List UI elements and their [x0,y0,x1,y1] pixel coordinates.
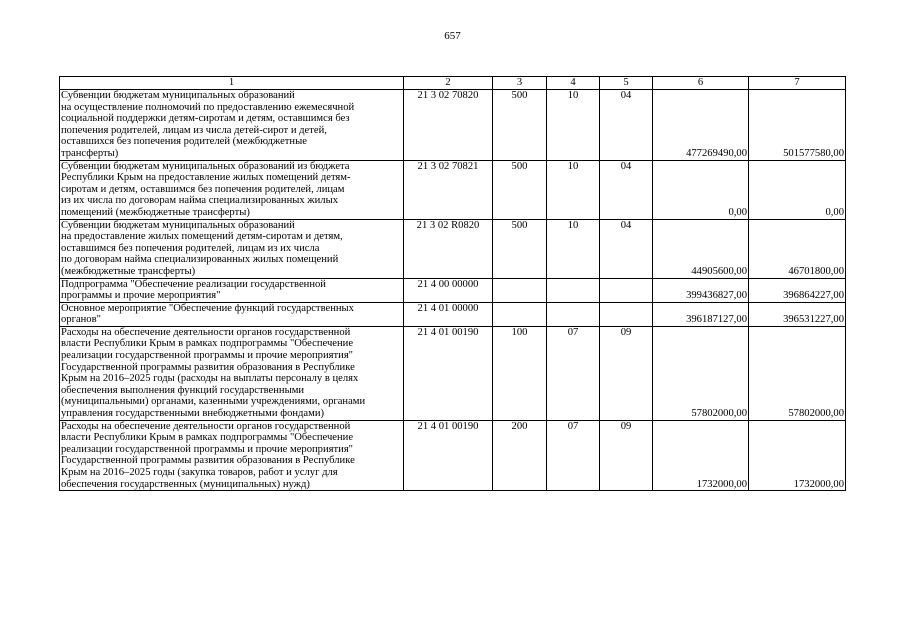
table-row [60,278,846,302]
header-cell: 4 [547,77,600,90]
description-line: управления государственными внебюджетными фондами) [61,408,325,420]
description-line: Основное мероприятие "Обеспечение функций государственных [61,302,354,314]
header-cell: 2 [404,77,493,90]
description-line: Расходы на обеспечение деятельности органов государственной [61,326,351,338]
row-expense-type: 500 [493,219,547,278]
row-amount-col6: 399436827,00 [653,278,749,302]
header-cell: 3 [493,77,547,90]
page-number: 657 [444,30,461,42]
table-row [60,219,846,278]
row-amount-col7: 396864227,00 [749,278,846,302]
row-subsection: 09 [600,420,653,491]
row-expense-type [493,278,547,302]
row-subsection [600,278,653,302]
row-code: 21 4 01 00000 [404,302,493,326]
description-line: Республики Крым на предоставление жилых помещений детям- [61,172,351,184]
row-description [60,420,404,491]
description-line: реализации государственной программы и прочие мероприятия" [61,443,354,455]
description-line: обеспечения выполнения функций государственными [61,384,305,396]
row-subsection: 04 [600,90,653,161]
description-line: программы и прочие мероприятия" [61,290,221,302]
header-cell: 1 [60,77,404,90]
description-line: сиротам и детям, оставшимся без попечения родителей, лицам [61,183,345,195]
description-line: Субвенции бюджетам муниципальных образований [61,90,295,101]
description-line: Крым на 2016–2025 годы (расходы на выплаты персоналу в целях [61,373,359,385]
description-line: из их числа по договорам найма специализированных жилых [61,195,338,207]
row-subsection [600,302,653,326]
header-cell: 5 [600,77,653,90]
description-line: оставшимся без попечения родителей, лицам из их числа [61,242,320,254]
description-line: Государственной программы развития образования в Республике [61,455,355,467]
row-amount-col6: 0,00 [653,160,749,219]
row-code: 21 4 01 00190 [404,326,493,420]
description-line: Крым на 2016–2025 годы (закупка товаров, работ и услуг для [61,467,338,478]
row-code: 21 3 02 R0820 [404,219,493,278]
description-line: власти Республики Крым в рамках подпрограммы "Обеспечение [61,432,354,444]
description-line: обеспечения государственных (муниципальных) нужд) [61,478,310,490]
row-amount-col7: 0,00 [749,160,846,219]
table-row [60,302,846,326]
row-description [60,160,404,219]
row-code: 21 3 02 70821 [404,160,493,219]
row-amount-col6: 44905600,00 [653,219,749,278]
description-line: помещений (межбюджетные трансферты) [61,206,250,218]
row-section: 10 [547,90,600,161]
row-description [60,90,404,161]
description-line: Подпрограмма "Обеспечение реализации государственной [61,278,326,290]
description-line: оставшихся без попечения родителей (межбюджетные [61,136,307,148]
row-description [60,302,404,326]
description-line: трансферты) [61,147,119,159]
description-line: по договорам найма специализированных жилых помещений [61,254,339,266]
row-amount-col7: 396531227,00 [749,302,846,326]
row-expense-type: 100 [493,326,547,420]
description-line: (муниципальными) органами, казенными учреждениями, органами [61,396,366,408]
row-section: 10 [547,160,600,219]
row-subsection: 04 [600,219,653,278]
row-expense-type: 500 [493,160,547,219]
row-amount-col6: 396187127,00 [653,302,749,326]
budget-table [59,76,846,491]
description-line: попечения родителей, лицам из числа детей-сирот и детей, [61,124,327,136]
row-amount-col6: 1732000,00 [653,420,749,491]
header-cell: 7 [749,77,846,90]
row-section: 10 [547,219,600,278]
row-subsection: 09 [600,326,653,420]
description-line: органов" [61,314,101,326]
row-amount-col6: 477269490,00 [653,90,749,161]
row-amount-col7: 46701800,00 [749,219,846,278]
row-amount-col7: 1732000,00 [749,420,846,491]
row-code: 21 4 01 00190 [404,420,493,491]
row-amount-col7: 57802000,00 [749,326,846,420]
table-header-row [60,77,846,90]
row-subsection: 04 [600,160,653,219]
row-amount-col6: 57802000,00 [653,326,749,420]
description-line: Государственной программы развития образования в Республике [61,361,355,373]
table-row [60,90,846,161]
table-row [60,420,846,491]
description-line: Субвенции бюджетам муниципальных образований [61,219,295,231]
row-section: 07 [547,420,600,491]
description-line: социальной поддержки детям-сиротам и детям, оставшимся без [61,113,350,125]
row-code: 21 3 02 70820 [404,90,493,161]
row-section [547,302,600,326]
row-code: 21 4 00 00000 [404,278,493,302]
description-line: (межбюджетные трансферты) [61,265,196,277]
row-amount-col7: 501577580,00 [749,90,846,161]
description-line: на осуществление полномочий по предоставлению ежемесячной [61,101,355,113]
row-expense-type: 500 [493,90,547,161]
row-section: 07 [547,326,600,420]
description-line: Субвенции бюджетам муниципальных образований из бюджета [61,160,350,172]
row-expense-type: 200 [493,420,547,491]
table-row [60,160,846,219]
header-cell: 6 [653,77,749,90]
description-line: реализации государственной программы и прочие мероприятия" [61,350,354,362]
description-line: власти Республики Крым в рамках подпрограммы "Обеспечение [61,338,354,350]
row-description [60,326,404,420]
row-description [60,278,404,302]
row-description [60,219,404,278]
table-row [60,326,846,420]
description-line: Расходы на обеспечение деятельности органов государственной [61,420,351,432]
row-expense-type [493,302,547,326]
description-line: на предоставление жилых помещений детям-сиротам и детям, [61,231,343,243]
row-section [547,278,600,302]
